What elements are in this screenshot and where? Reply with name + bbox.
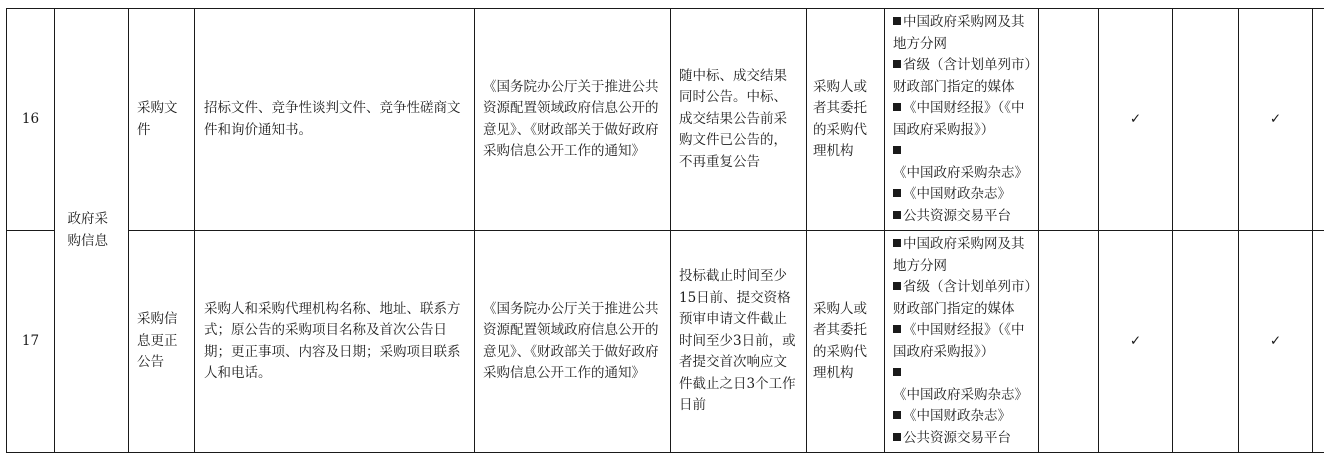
category-label: 政府采购信息 (67, 211, 108, 249)
check-mark-icon: ✓ (1099, 9, 1173, 231)
channel-cell (885, 9, 1039, 231)
empty-cell (1173, 9, 1239, 231)
square-bullet-icon (893, 411, 901, 419)
time-limit-cell (671, 9, 807, 231)
square-bullet-icon (893, 325, 901, 333)
channel-item: 《中国财政杂志》 (893, 184, 1032, 206)
channel-item: 中国政府采购网及其地方分网 (893, 14, 1025, 52)
channel-item: 公共资源交易平台 (893, 206, 1032, 228)
check-mark-icon: ✓ (1239, 9, 1313, 231)
content-text: 招标文件、竞争性谈判文件、竞争性磋商文件和询价通知书。 (204, 100, 461, 138)
basis-cell (475, 9, 671, 231)
empty-cell (1313, 231, 1324, 453)
row-number: 17 (7, 231, 55, 453)
channel-item: 《中国政府采购杂志》 (893, 363, 1032, 406)
check-mark-icon: ✓ (1099, 231, 1173, 453)
square-bullet-icon (893, 282, 901, 290)
square-bullet-icon (893, 211, 901, 219)
table-row (7, 9, 1324, 231)
content-cell (195, 231, 475, 453)
channel-item: 中国政府采购网及其地方分网 (893, 236, 1025, 274)
subject-text: 采购人或者其委托的采购代理机构 (813, 300, 867, 381)
channel-item: 《中国财政杂志》 (893, 406, 1032, 428)
content-text: 采购人和采购代理机构名称、地址、联系方式；原公告的采购项目名称及首次公告日期；更正事项、内容及日期；采购项目联系人和电话。 (204, 300, 461, 381)
channel-item: 省级（含计划单列市）财政部门指定的媒体 (893, 57, 1032, 95)
time-limit-text: 随中标、成交结果同时公告。中标、成交结果公告前采购文件已公告的，不再重复公告 (679, 67, 787, 170)
time-limit-cell (671, 231, 807, 453)
channel-item: 《中国财经报》（《中国政府采购报》） (893, 100, 1025, 138)
basis-text: 《国务院办公厅关于推进公共资源配置领域政府信息公开的意见》、《财政部关于做好政府采购信息公开工作的通知》 (483, 78, 659, 159)
content-cell (195, 9, 475, 231)
basis-text: 《国务院办公厅关于推进公共资源配置领域政府信息公开的意见》、《财政部关于做好政府采购信息公开工作的通知》 (483, 300, 659, 381)
channel-item: 公共资源交易平台 (893, 428, 1032, 450)
channel-item: 《中国政府采购杂志》 (893, 141, 1032, 184)
channel-item: 省级（含计划单列市）财政部门指定的媒体 (893, 279, 1032, 317)
square-bullet-icon (893, 17, 901, 25)
item-name: 采购信息更正公告 (137, 311, 178, 371)
square-bullet-icon (893, 189, 901, 197)
subject-text: 采购人或者其委托的采购代理机构 (813, 78, 867, 159)
empty-cell (1313, 9, 1324, 231)
item-name: 采购文件 (137, 100, 178, 138)
subject-cell (807, 9, 885, 231)
square-bullet-icon (893, 433, 901, 441)
square-bullet-icon (893, 103, 901, 111)
item-name-cell (129, 231, 195, 453)
time-limit-text: 投标截止时间至少15日前、提交资格预审申请文件截止时间至少3日前，或者提交首次响应文件截止之日3个工作日前 (679, 268, 796, 414)
basis-cell (475, 231, 671, 453)
empty-cell (1039, 9, 1099, 231)
category-cell (55, 9, 129, 453)
empty-cell (1173, 231, 1239, 453)
square-bullet-icon (893, 146, 901, 154)
channel-cell (885, 231, 1039, 453)
square-bullet-icon (893, 60, 901, 68)
empty-cell (1039, 231, 1099, 453)
subject-cell (807, 231, 885, 453)
square-bullet-icon (893, 368, 901, 376)
disclosure-table (6, 8, 1324, 453)
check-mark-icon: ✓ (1239, 231, 1313, 453)
table-row (7, 231, 1324, 453)
channel-item: 《中国财经报》（《中国政府采购报》） (893, 322, 1025, 360)
square-bullet-icon (893, 239, 901, 247)
item-name-cell (129, 9, 195, 231)
row-number: 16 (7, 9, 55, 231)
